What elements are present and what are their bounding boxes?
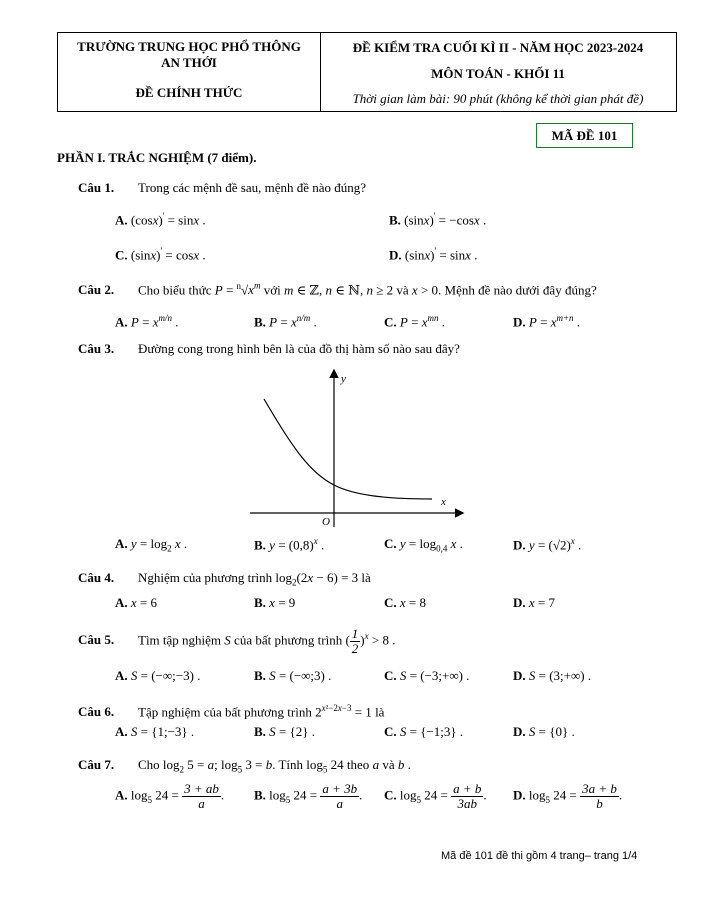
option-b[interactable]: B. $P = x^{n/m}$ .	[254, 313, 317, 330]
y-axis-label: y	[341, 373, 346, 385]
option-d[interactable]: D. x = 7	[513, 595, 556, 610]
question-5: Câu 5. Tìm tập nghiệm S của bất phương trình ( $\frac{1}{2}$ )$^x$ > 8 .	[78, 626, 396, 656]
origin-label: O	[322, 516, 330, 528]
section-title: PHẦN I. TRẮC NGHIỆM (7 điểm).	[57, 150, 257, 165]
question-label: Câu 5.	[78, 632, 115, 648]
question-2: Câu 2. Cho biểu thức $P = ^n√x^m$ với m ∈ ℤ, n ∈ ℕ, n ≥ 2 và x > 0. Mệnh đề nào dưới đây đúng?	[78, 281, 597, 298]
option-c[interactable]: C. S = (−3;+∞) .	[384, 668, 470, 683]
subject-title: MÔN TOÁN - KHỐI 11	[431, 66, 565, 81]
school-name-line2: AN THỚI	[161, 55, 217, 70]
exam-title: ĐỀ KIỂM TRA CUỐI KÌ II - NĂM HỌC 2023-2024	[352, 40, 644, 55]
exam-header	[57, 32, 677, 112]
option-d[interactable]: D. $y = (√2)^x$ .	[513, 536, 582, 553]
question-label: Câu 3.	[78, 341, 115, 356]
question-label: Câu 6.	[78, 704, 115, 720]
question-6: Câu 6. Tập nghiệm của bất phương trình $2^{x^2-2x-3} = 1$ là	[78, 703, 385, 720]
option-b[interactable]: B. S = {2} .	[254, 724, 315, 739]
option-a[interactable]: A. (cosx)' = sinx .	[115, 211, 206, 228]
option-a[interactable]: A. $P = x^{m/n}$ .	[115, 313, 179, 330]
function-graph	[240, 365, 470, 530]
official-label: ĐỀ CHÍNH THỨC	[135, 85, 243, 100]
option-a[interactable]: A. S = (−∞;−3) .	[115, 668, 201, 683]
option-c[interactable]: C. x = 8	[384, 595, 427, 610]
option-b[interactable]: B. $\log_5 24$ = $\frac{a + 3b}{a}$ .	[254, 781, 363, 811]
option-d[interactable]: D. S = (3;+∞) .	[513, 668, 592, 683]
question-1	[78, 180, 366, 196]
page-footer: Mã đề 101 đề thi gồm 4 trang– trang 1/4	[441, 850, 638, 862]
school-block	[58, 33, 321, 111]
option-d[interactable]: D. (sinx)' = sinx .	[389, 246, 478, 263]
question-3	[78, 341, 460, 357]
question-text: Đường cong trong hình bên là của đồ thị hàm số nào sau đây?	[138, 341, 460, 356]
option-b[interactable]: B. (sinx)' = −cosx .	[389, 211, 487, 228]
option-c[interactable]: C. $P = x^{mn}$ .	[384, 313, 445, 330]
question-text: Trong các mệnh đề sau, mệnh đề nào đúng?	[138, 180, 367, 195]
option-b[interactable]: B. S = (−∞;3) .	[254, 668, 332, 683]
option-c[interactable]: C. S = {−1;3} .	[384, 724, 464, 739]
question-label: Câu 1.	[78, 180, 115, 195]
x-axis-label: x	[441, 496, 446, 508]
option-d[interactable]: D. $P = x^{m+n}$ .	[513, 313, 581, 330]
option-a[interactable]: A. S = {1;−3} .	[115, 724, 195, 739]
exam-code-box: MÃ ĐỀ 101	[536, 123, 633, 148]
option-d[interactable]: D. S = {0} .	[513, 724, 575, 739]
question-label: Câu 4.	[78, 570, 115, 585]
option-a[interactable]: A. x = 6	[115, 595, 158, 610]
exponential-curve	[264, 399, 432, 499]
exam-time: Thời gian làm bài: 90 phút (không kể thời gian phát đề)	[352, 91, 644, 106]
option-b[interactable]: B. $y = (0,8)^x$ .	[254, 536, 325, 553]
question-4: Câu 4. Nghiệm của phương trình $\log_2(2x - 6) = 3$ là	[78, 570, 371, 588]
option-d[interactable]: D. $\log_5 24$ = $\frac{3a + b}{b}$ .	[513, 781, 623, 811]
question-label: Câu 2.	[78, 282, 115, 298]
option-b[interactable]: B. x = 9	[254, 595, 296, 610]
option-c[interactable]: C. $\log_5 24$ = $\frac{a + b}{3ab}$ .	[384, 781, 487, 811]
option-c[interactable]: C. $y = \log_{0,4} x$ .	[384, 536, 463, 554]
question-7: Câu 7. Cho $\log_2 5 = a$; $\log_5 3 = b$. Tính $\log_5 24$ theo a và b .	[78, 757, 411, 775]
option-a[interactable]: A. $y = \log_2 x$ .	[115, 536, 188, 554]
option-a[interactable]: A. $\log_5 24$ = $\frac{3 + ab}{a}$ .	[115, 781, 225, 811]
exam-info-block	[320, 33, 676, 111]
option-c[interactable]: C. (sinx)' = cosx .	[115, 246, 206, 263]
school-name-line1: TRƯỜNG TRUNG HỌC PHỔ THÔNG	[77, 39, 301, 54]
question-label: Câu 7.	[78, 757, 115, 772]
